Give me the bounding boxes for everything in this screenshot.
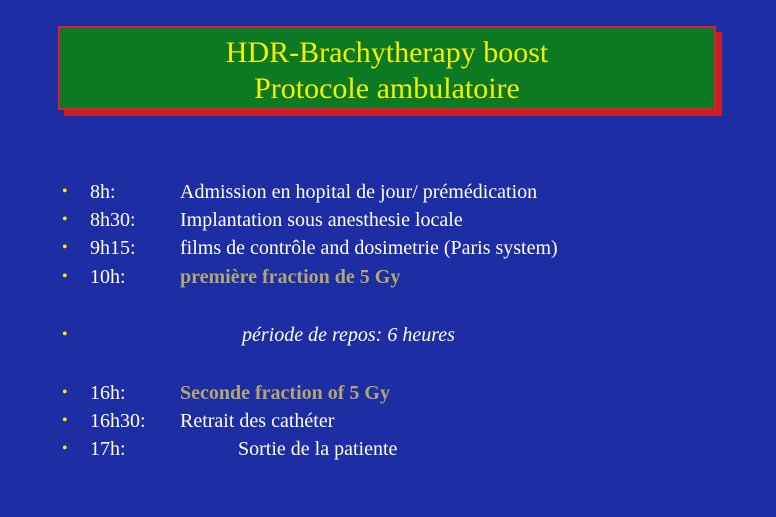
bullet-icon: • <box>62 239 68 256</box>
item-text: Sortie de la patiente <box>238 438 398 460</box>
title-line-1: HDR-Brachytherapy boost <box>225 36 549 69</box>
item-time: 8h: <box>90 181 116 203</box>
item-text: Retrait des cathéter <box>180 410 335 432</box>
title-box <box>58 26 716 110</box>
item-text: Implantation sous anesthesie locale <box>180 209 463 231</box>
item-text-rest: période de repos: 6 heures <box>242 324 455 346</box>
bullet-icon: • <box>62 412 68 429</box>
item-time: 17h: <box>90 438 126 460</box>
bullet-icon: • <box>62 384 68 401</box>
item-time: 16h30: <box>90 410 146 432</box>
bullet-icon: • <box>62 183 68 200</box>
bullet-icon: • <box>62 268 68 285</box>
item-text: films de contrôle and dosimetrie (Paris system) <box>180 237 558 259</box>
title-line-2: Protocole ambulatoire <box>254 72 520 105</box>
bullet-icon: • <box>62 211 68 228</box>
item-time: 8h30: <box>90 209 136 231</box>
bullet-icon: • <box>62 326 68 343</box>
item-text-highlight: première fraction de 5 Gy <box>180 266 401 288</box>
item-text: Admission en hopital de jour/ prémédication <box>180 181 538 203</box>
bullet-icon: • <box>62 440 68 457</box>
item-time: 16h: <box>90 382 126 404</box>
item-text-highlight: Seconde fraction of 5 Gy <box>180 382 390 404</box>
item-time: 10h: <box>90 266 126 288</box>
item-time: 9h15: <box>90 237 136 259</box>
